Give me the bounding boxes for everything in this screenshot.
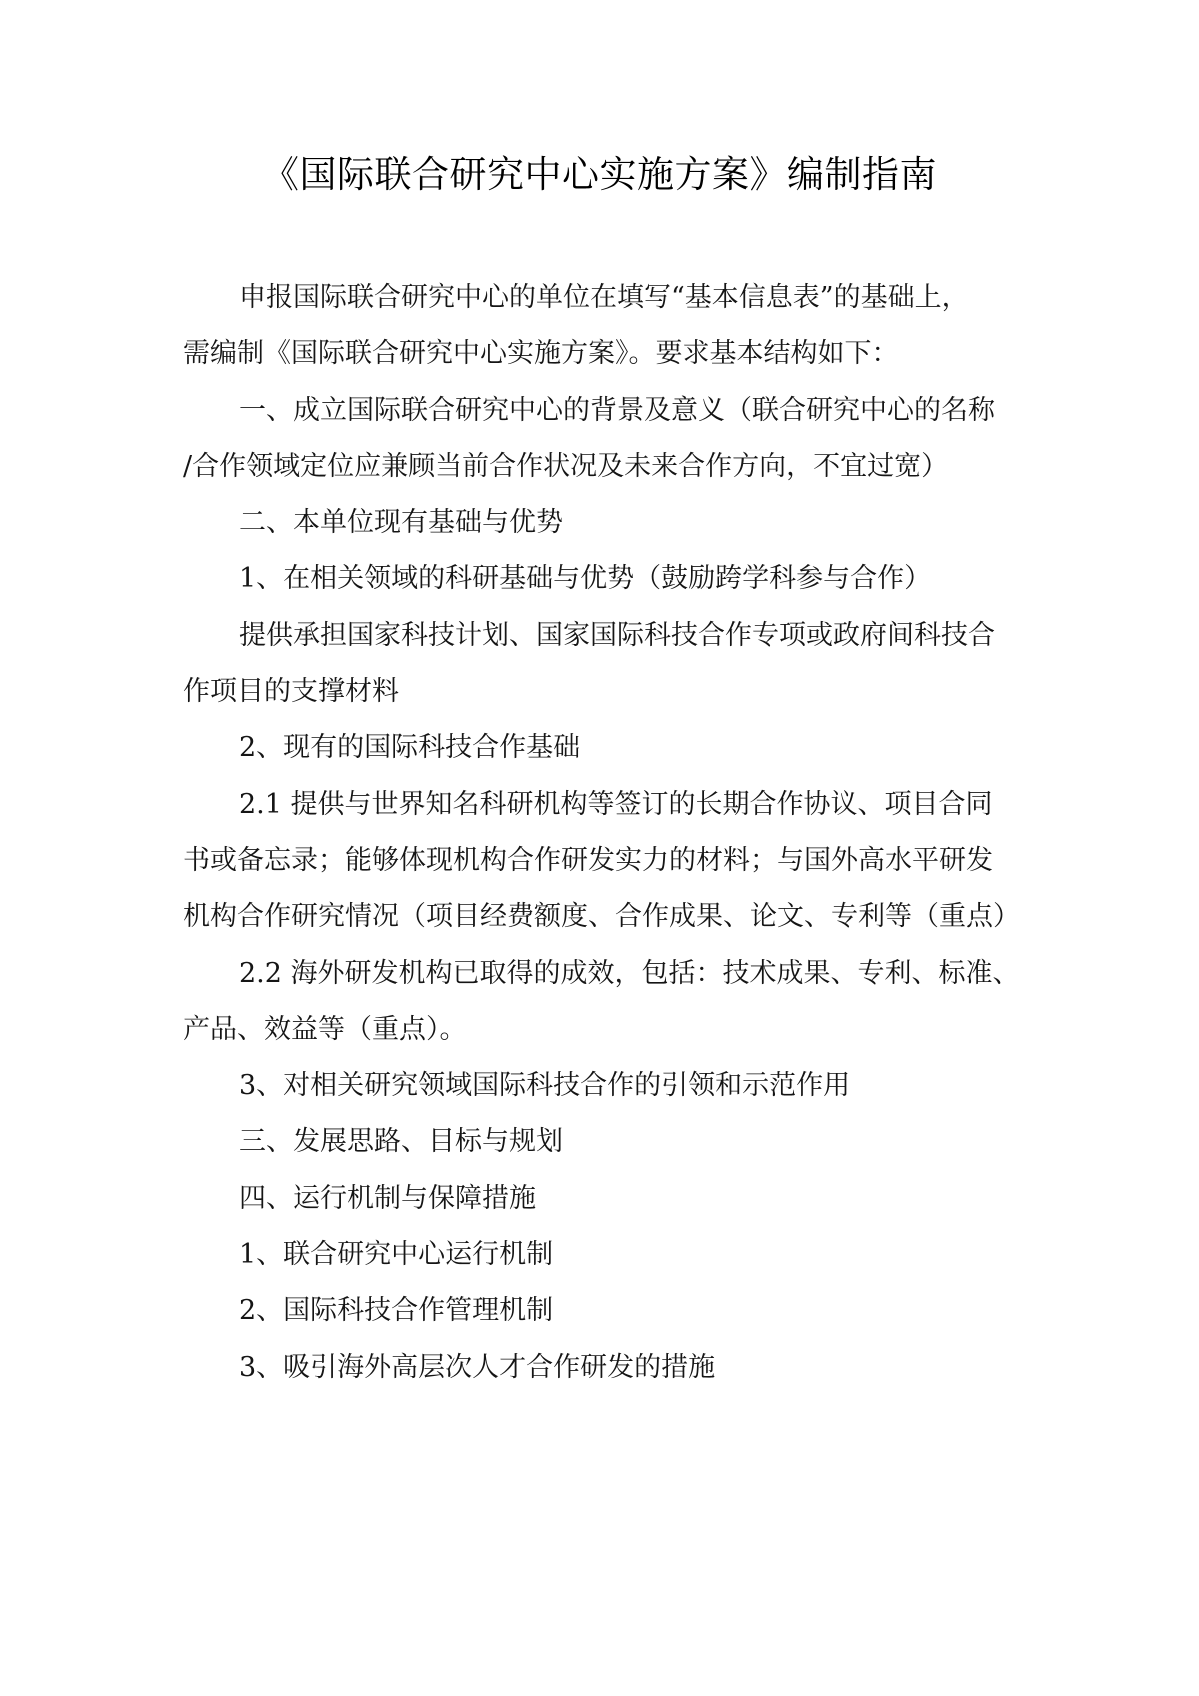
section-4-item-2: 2、国际科技合作管理机制 <box>239 1295 554 1327</box>
section-2-item-1-detail-line-1: 提供承担国家科技计划、国家国际科技合作专项或政府间科技合 <box>239 619 995 651</box>
section-2-item-2-2-line-2: 产品、效益等（重点）。 <box>183 1013 467 1045</box>
paragraph-intro-line-2: 需编制《国际联合研究中心实施方案》。要求基本结构如下： <box>183 338 899 370</box>
section-4-heading: 四、运行机制与保障措施 <box>239 1182 536 1214</box>
section-4-item-1: 1、联合研究中心运行机制 <box>239 1239 554 1271</box>
section-4-item-3: 3、吸引海外高层次人才合作研发的措施 <box>239 1351 716 1383</box>
section-1-heading-line-2: /合作领域定位应兼顾当前合作状况及未来合作方向，不宜过宽） <box>183 450 949 482</box>
section-2-item-2-1-line-2: 书或备忘录；能够体现机构合作研发实力的材料；与国外高水平研发 <box>183 844 993 876</box>
section-2-item-3: 3、对相关研究领域国际科技合作的引领和示范作用 <box>239 1070 851 1102</box>
section-2-heading: 二、本单位现有基础与优势 <box>239 507 563 539</box>
section-2-item-2-1-line-1: 2.1 提供与世界知名科研机构等签订的长期合作协议、项目合同 <box>239 788 993 820</box>
section-2-item-2: 2、现有的国际科技合作基础 <box>239 732 581 764</box>
section-3-heading: 三、发展思路、目标与规划 <box>239 1126 563 1158</box>
section-2-item-2-1-line-3: 机构合作研究情况（项目经费额度、合作成果、论文、专利等（重点） <box>183 901 1020 933</box>
section-2-item-1-detail-line-2: 作项目的支撑材料 <box>183 676 399 708</box>
document-title: 《国际联合研究中心实施方案》编制指南 <box>262 153 937 196</box>
paragraph-intro-line-1: 申报国际联合研究中心的单位在填写“基本信息表”的基础上， <box>239 282 969 313</box>
section-1-heading-line-1: 一、成立国际联合研究中心的背景及意义（联合研究中心的名称 <box>239 394 995 426</box>
section-2-item-2-2-line-1: 2.2 海外研发机构已取得的成效，包括：技术成果、专利、标准、 <box>239 957 1020 989</box>
section-2-item-1: 1、在相关领域的科研基础与优势（鼓励跨学科参与合作） <box>239 563 932 595</box>
document-body <box>183 270 1028 1396</box>
